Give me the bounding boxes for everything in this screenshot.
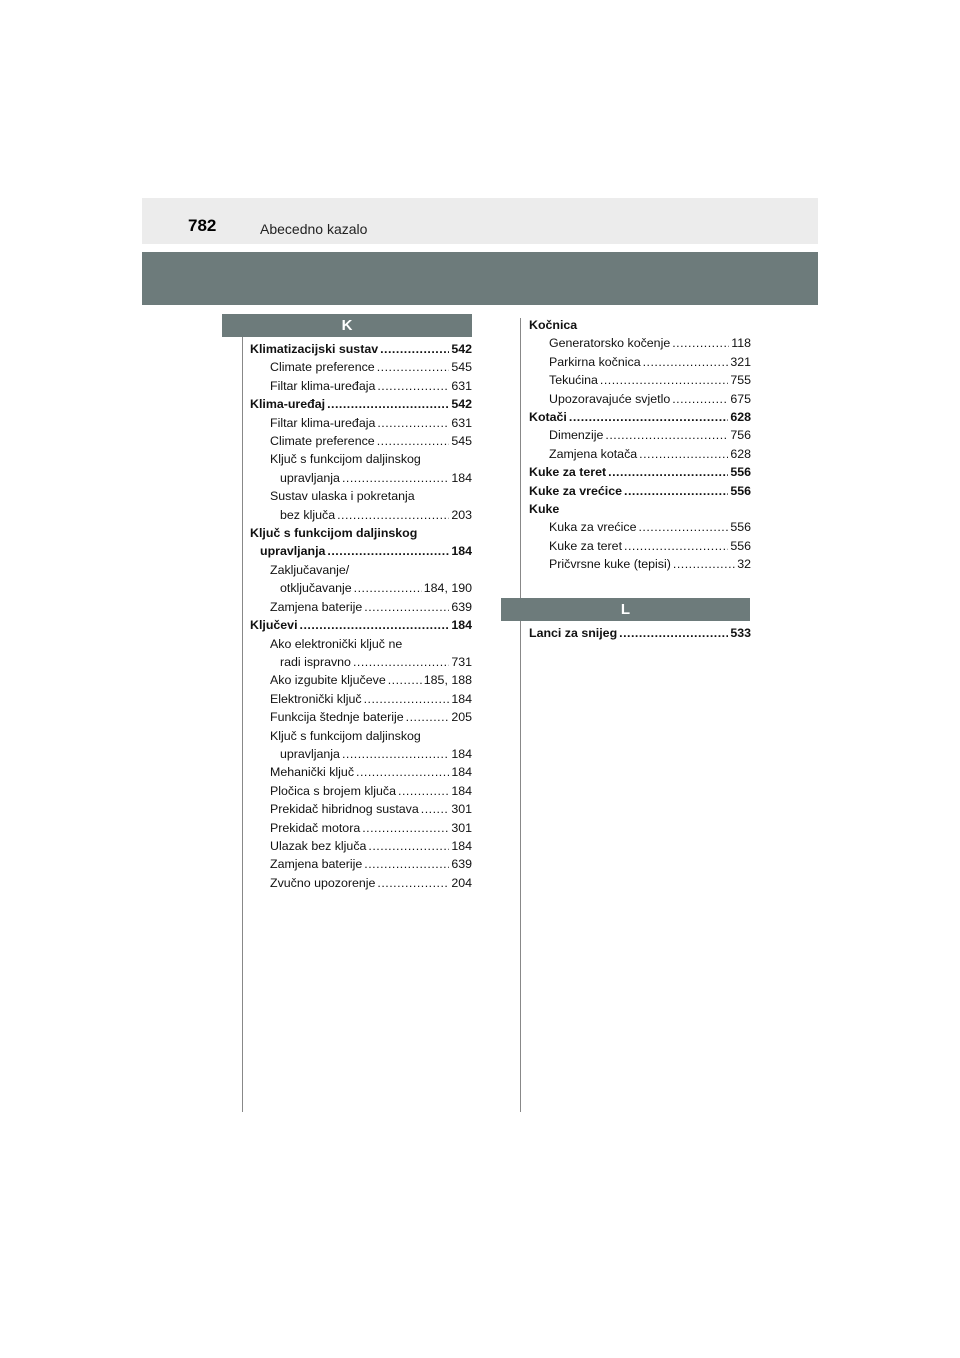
index-column-left: [250, 314, 472, 892]
index-entry[interactable]: Ključevi ..... 184: [250, 616, 472, 634]
index-subentry[interactable]: otključavanje ..... 184, 190: [250, 579, 472, 597]
index-entry[interactable]: Kotači ..... 628: [529, 408, 751, 426]
index-subentry[interactable]: Prekidač motora ..... 301: [250, 819, 472, 837]
index-subentry[interactable]: Elektronički ključ ..... 184: [250, 690, 472, 708]
index-subentry[interactable]: radi ispravno ..... 731: [250, 653, 472, 671]
index-subentry[interactable]: Prekidač hibridnog sustava ..... 301: [250, 800, 472, 818]
letter-header-l: L: [501, 598, 750, 621]
index-subentry[interactable]: Kuke za teret ..... 556: [529, 537, 751, 555]
index-subentry[interactable]: Funkcija štednje baterije ..... 205: [250, 708, 472, 726]
index-subentry[interactable]: Pločica s brojem ključa ..... 184: [250, 782, 472, 800]
header-bar: [142, 198, 818, 244]
index-subentry[interactable]: Pričvrsne kuke (tepisi) ..... 32: [529, 555, 751, 573]
index-subentry[interactable]: Climate preference ..... 545: [250, 432, 472, 450]
index-entry[interactable]: Klima-uređaj ..... 542: [250, 395, 472, 413]
index-subentry[interactable]: Filtar klima-uređaja ..... 631: [250, 377, 472, 395]
index-subentry[interactable]: Tekućina ..... 755: [529, 371, 751, 389]
index-subentry-line: Ključ s funkcijom daljinskog: [270, 728, 421, 743]
index-subentry[interactable]: Zamjena baterije ..... 639: [250, 598, 472, 616]
index-entry[interactable]: Klimatizacijski sustav ..... 542: [250, 340, 472, 358]
index-subentry[interactable]: Ako izgubite ključeve ..... 185, 188: [250, 671, 472, 689]
index-subentry[interactable]: Dimenzije ..... 756: [529, 426, 751, 444]
index-subentry[interactable]: Mehanički ključ ..... 184: [250, 763, 472, 781]
index-subentry[interactable]: Zamjena baterije ..... 639: [250, 855, 472, 873]
index-subentry[interactable]: Ulazak bez ključa ..... 184: [250, 837, 472, 855]
index-subentry[interactable]: Parkirna kočnica ..... 321: [529, 353, 751, 371]
index-entry-line: Ključ s funkcijom daljinskog: [250, 526, 418, 541]
column-divider-right: [520, 318, 521, 1112]
index-subentry[interactable]: Kuka za vrećice ..... 556: [529, 518, 751, 536]
index-subentry-line: Zaključavanje/: [270, 562, 350, 577]
index-subentry[interactable]: upravljanja ..... 184: [250, 469, 472, 487]
index-entry-line: Kočnica: [529, 318, 578, 332]
index-subentry[interactable]: Generatorsko kočenje ..... 118: [529, 334, 751, 352]
index-entry[interactable]: Kuke za teret ..... 556: [529, 463, 751, 481]
column-divider-left: [242, 318, 243, 1112]
index-column-right: [529, 316, 751, 642]
page-number: 782: [188, 216, 217, 235]
index-entry-line: Kuke: [529, 502, 560, 517]
index-subentry-line: Ključ s funkcijom daljinskog: [270, 452, 421, 467]
letter-header-k: K: [222, 314, 472, 337]
index-subentry[interactable]: Filtar klima-uređaja ..... 631: [250, 414, 472, 432]
index-entry[interactable]: Kuke za vrećice ..... 556: [529, 482, 751, 500]
index-subentry[interactable]: bez ključa ..... 203: [250, 506, 472, 524]
index-subentry-line: Ako elektronički ključ ne: [270, 636, 403, 651]
header-band: [142, 252, 818, 305]
index-subentry[interactable]: Climate preference ..... 545: [250, 358, 472, 376]
index-entry[interactable]: upravljanja ..... 184: [250, 542, 472, 560]
index-entry[interactable]: Lanci za snijeg ..... 533: [529, 624, 751, 642]
page-title: Abecedno kazalo: [260, 221, 368, 237]
index-subentry[interactable]: Zamjena kotača ..... 628: [529, 445, 751, 463]
index-subentry[interactable]: Upozoravajuće svjetlo ..... 675: [529, 390, 751, 408]
index-subentry[interactable]: upravljanja ..... 184: [250, 745, 472, 763]
index-subentry[interactable]: Zvučno upozorenje ..... 204: [250, 874, 472, 892]
index-subentry-line: Sustav ulaska i pokretanja: [270, 489, 415, 504]
